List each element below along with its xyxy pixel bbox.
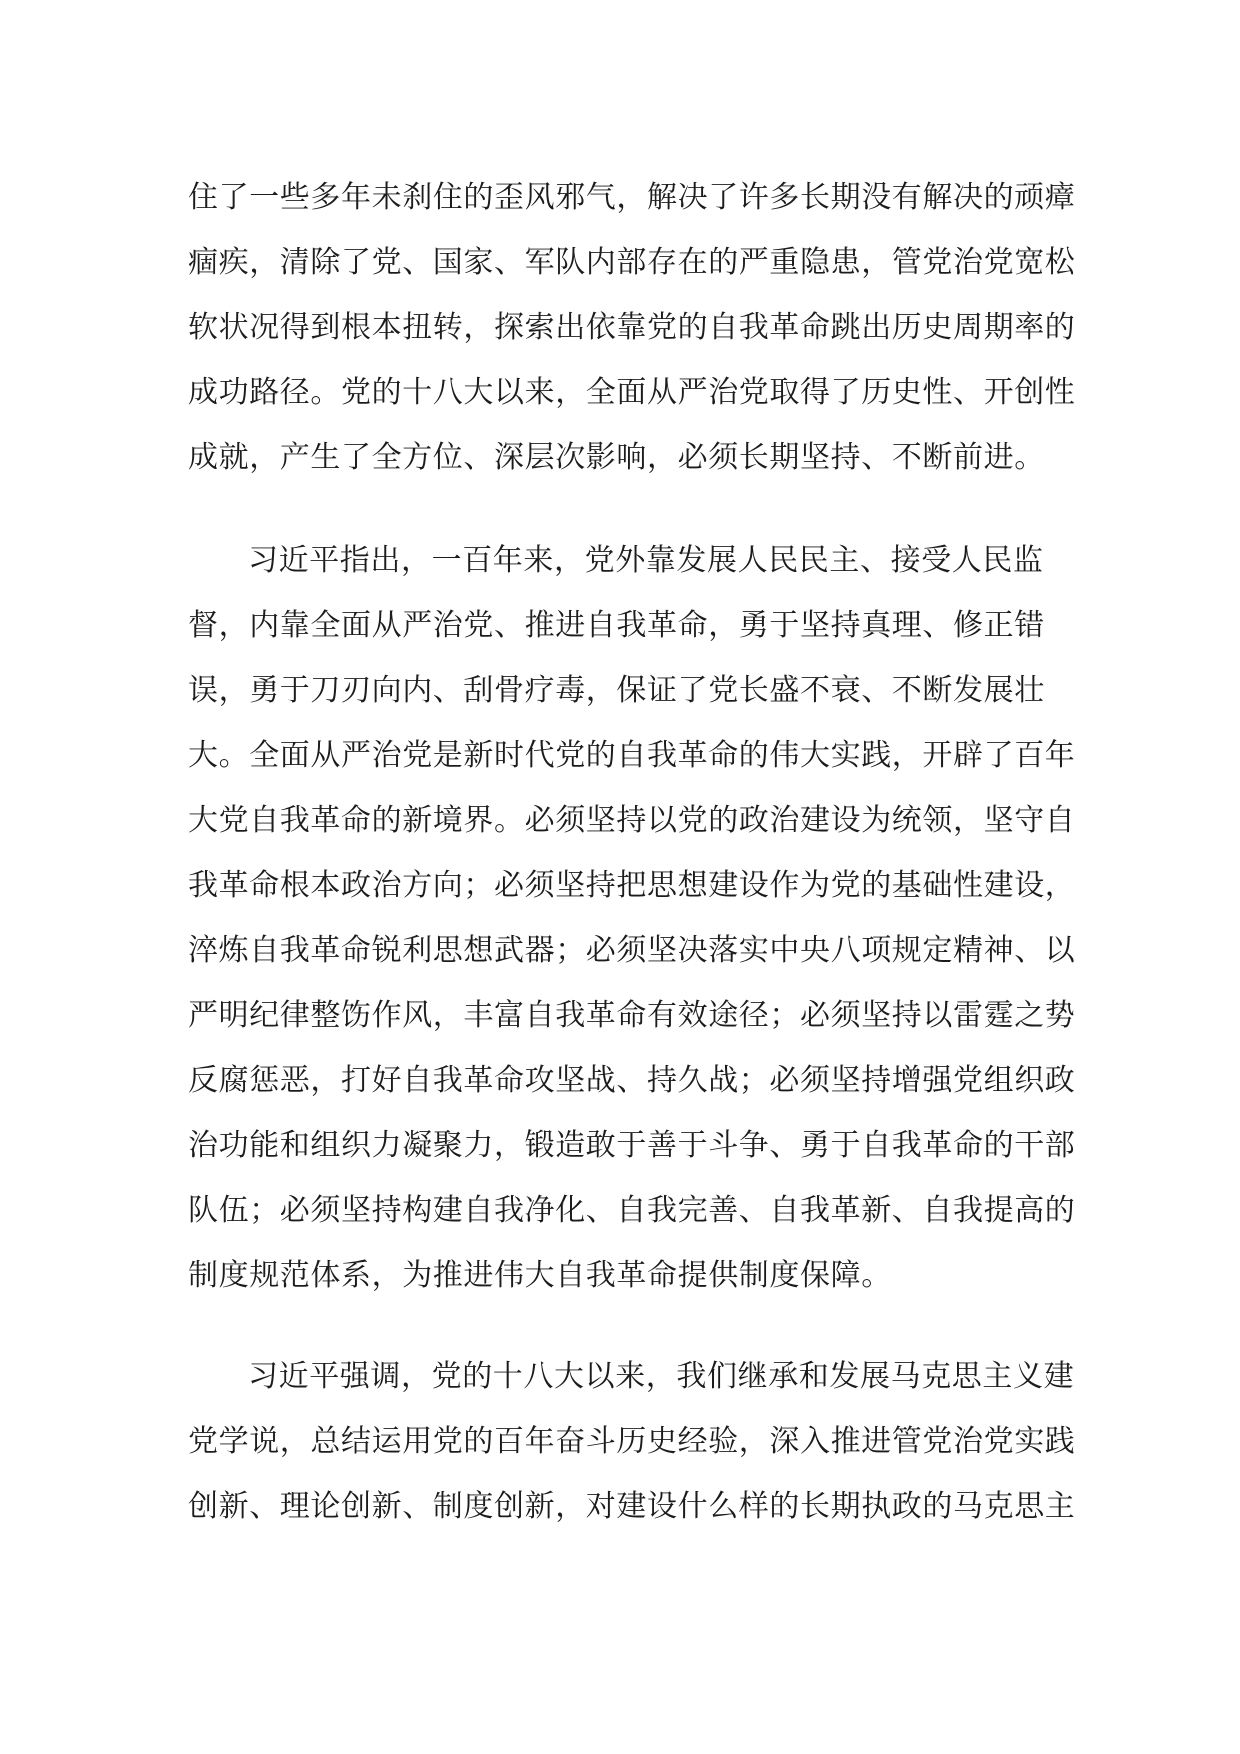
paragraph-3 <box>188 1344 1076 1539</box>
paragraph-line: 督，内靠全面从严治党、推进自我革命，勇于坚持真理、修正错 <box>188 608 1045 643</box>
paragraph-line: 成就，产生了全方位、深层次影响，必须长期坚持、不断前进。 <box>188 440 1045 475</box>
paragraph-line: 成功路径。党的十八大以来，全面从严治党取得了历史性、开创性 <box>188 375 1076 410</box>
paragraph-line: 创新、理论创新、制度创新，对建设什么样的长期执政的马克思主 <box>188 1489 1076 1524</box>
paragraph-1 <box>188 165 1076 490</box>
paragraph-line: 软状况得到根本扭转，探索出依靠党的自我革命跳出历史周期率的 <box>188 310 1076 345</box>
paragraph-line: 住了一些多年未刹住的歪风邪气，解决了许多长期没有解决的顽瘴 <box>188 180 1076 215</box>
paragraph-line: 队伍；必须坚持构建自我净化、自我完善、自我革新、自我提高的 <box>188 1193 1076 1228</box>
paragraph-line: 严明纪律整饬作风，丰富自我革命有效途径；必须坚持以雷霆之势 <box>188 998 1076 1033</box>
paragraph-line: 大党自我革命的新境界。必须坚持以党的政治建设为统领，坚守自 <box>188 803 1076 838</box>
paragraph-first-line: 习近平强调，党的十八大以来，我们继承和发展马克思主义建 <box>248 1359 1075 1394</box>
paragraph-first-line: 习近平指出，一百年来，党外靠发展人民民主、接受人民监 <box>248 543 1044 578</box>
paragraph-line: 淬炼自我革命锐利思想武器；必须坚决落实中央八项规定精神、以 <box>188 933 1076 968</box>
paragraph-line: 治功能和组织力凝聚力，锻造敢于善于斗争、勇于自我革命的干部 <box>188 1128 1076 1163</box>
paragraph-line: 误，勇于刀刃向内、刮骨疗毒，保证了党长盛不衰、不断发展壮 <box>188 673 1045 708</box>
paragraph-line: 制度规范体系，为推进伟大自我革命提供制度保障。 <box>188 1258 892 1293</box>
paragraph-line: 痼疾，清除了党、国家、军队内部存在的严重隐患，管党治党宽松 <box>188 245 1076 280</box>
paragraph-line: 党学说，总结运用党的百年奋斗历史经验，深入推进管党治党实践 <box>188 1424 1076 1459</box>
paragraph-line: 大。全面从严治党是新时代党的自我革命的伟大实践，开辟了百年 <box>188 738 1076 773</box>
paragraph-2 <box>188 528 1076 1308</box>
paragraph-line: 我革命根本政治方向；必须坚持把思想建设作为党的基础性建设， <box>188 868 1076 903</box>
paragraph-line: 反腐惩恶，打好自我革命攻坚战、持久战；必须坚持增强党组织政 <box>188 1063 1076 1098</box>
